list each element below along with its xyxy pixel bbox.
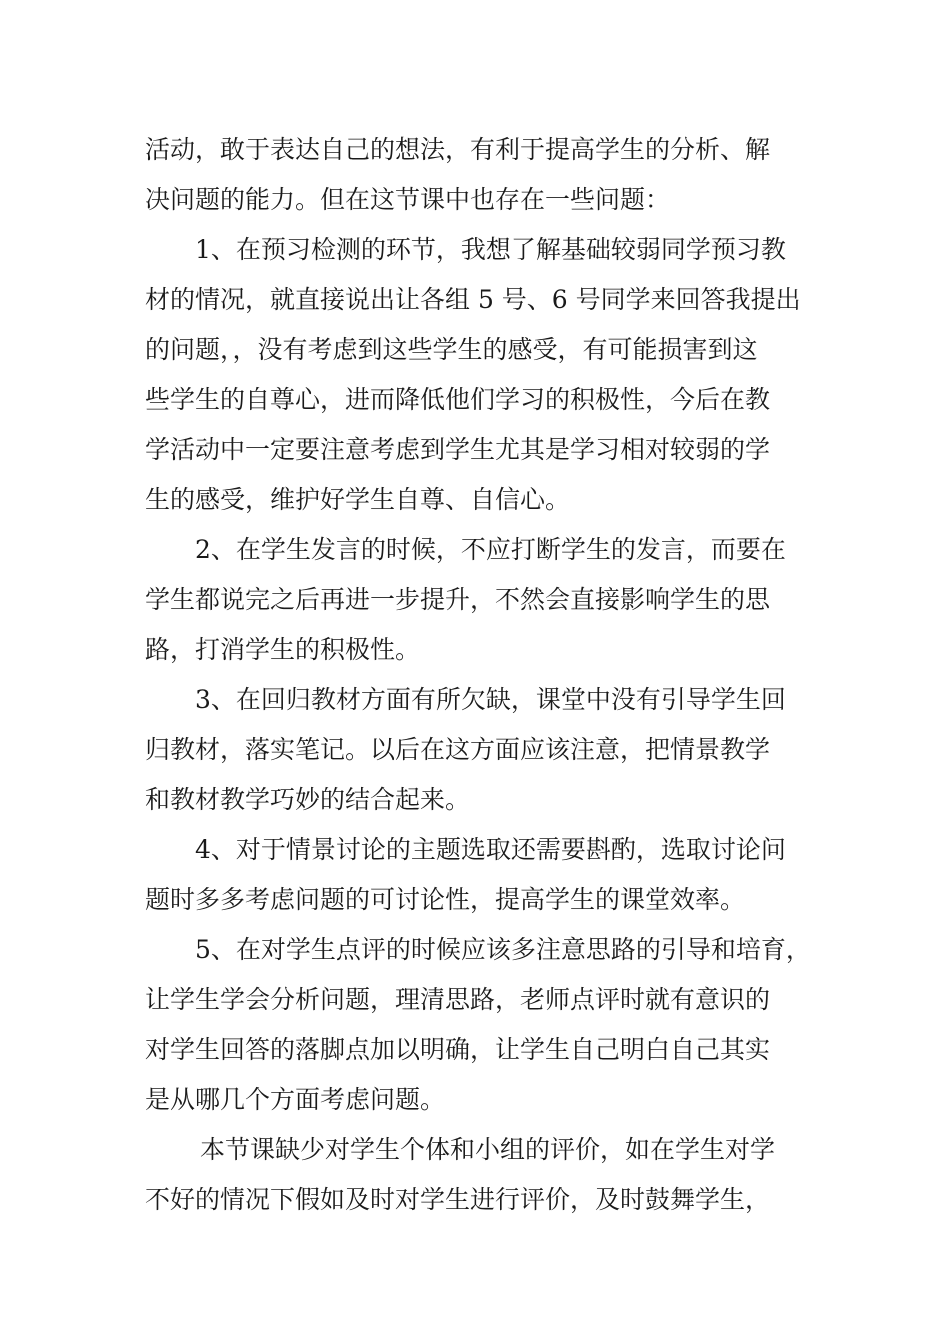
text-line: 路，打消学生的积极性。 xyxy=(145,635,421,664)
text-line: 对学生回答的落脚点加以明确，让学生自己明白自己其实 xyxy=(145,1035,771,1064)
text-line: 决问题的能力。但在这节课中也存在一些问题： xyxy=(145,185,671,214)
text-line: 归教材，落实笔记。以后在这方面应该注意，把情景教学 xyxy=(145,735,771,764)
text-line: 材的情况，就直接说出让各组 5 号、6 号同学来回答我提出 xyxy=(145,285,801,314)
text-line: 不好的情况下假如及时对学生进行评价，及时鼓舞学生， xyxy=(145,1185,771,1214)
text-line: 2、在学生发言的时候，不应打断学生的发言，而要在 xyxy=(195,535,786,564)
text-line: 5、在对学生点评的时候应该多注意思路的引导和培育， xyxy=(195,935,811,964)
text-line: 的问题，，没有考虑到这些学生的感受，有可能损害到这 xyxy=(145,335,758,364)
text-line: 生的感受，维护好学生自尊、自信心。 xyxy=(145,485,571,514)
text-line: 让学生学会分析问题，理清思路，老师点评时就有意识的 xyxy=(145,985,771,1014)
text-line: 本节课缺少对学生个体和小组的评价，如在学生对学 xyxy=(200,1135,776,1164)
text-line: 题时多多考虑问题的可讨论性，提高学生的课堂效率。 xyxy=(145,885,746,914)
text-line: 学活动中一定要注意考虑到学生尤其是学习相对较弱的学 xyxy=(145,435,771,464)
text-line: 1、在预习检测的环节，我想了解基础较弱同学预习教 xyxy=(195,235,786,264)
text-line: 活动，敢于表达自己的想法，有利于提高学生的分析、解 xyxy=(145,135,771,164)
text-line: 些学生的自尊心，进而降低他们学习的积极性，今后在教 xyxy=(145,385,771,414)
text-line: 4、对于情景讨论的主题选取还需要斟酌，选取讨论问 xyxy=(195,835,786,864)
text-line: 是从哪几个方面考虑问题。 xyxy=(145,1085,446,1114)
text-line: 和教材教学巧妙的结合起来。 xyxy=(145,785,471,814)
text-line: 3、在回归教材方面有所欠缺，课堂中没有引导学生回 xyxy=(195,685,786,714)
text-line: 学生都说完之后再进一步提升，不然会直接影响学生的思 xyxy=(145,585,771,614)
